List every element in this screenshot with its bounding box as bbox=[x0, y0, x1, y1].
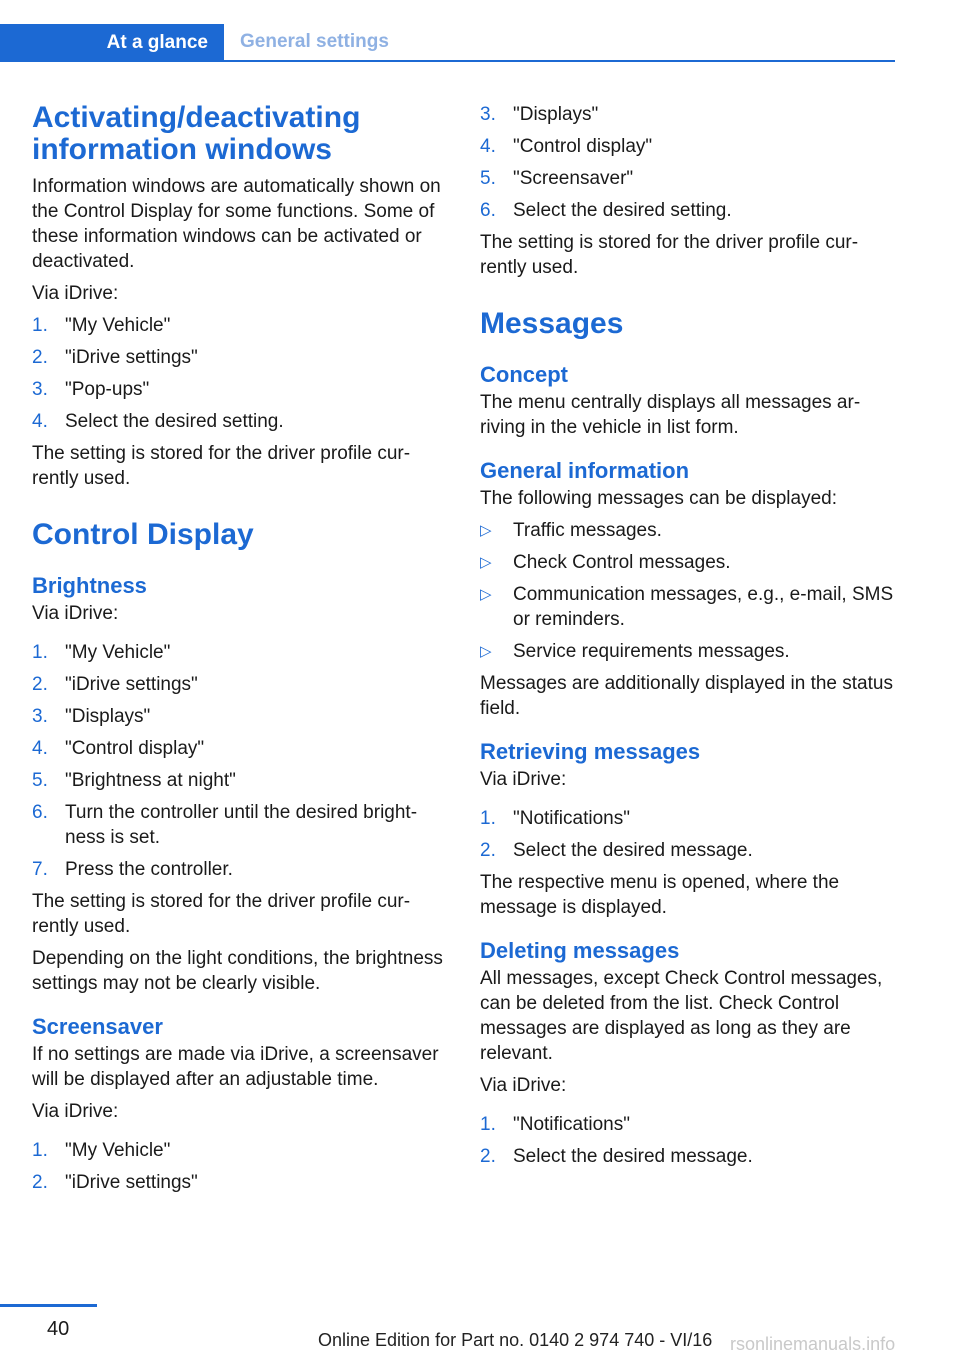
paragraph-status-field: Messages are additionally displayed in the status field. bbox=[480, 673, 893, 719]
step-text: "iDrive settings" bbox=[65, 1172, 198, 1193]
step-number: 4. bbox=[32, 411, 48, 432]
via-idrive-label: Via iDrive: bbox=[32, 283, 119, 304]
step-number: 2. bbox=[480, 1146, 496, 1167]
step-number: 5. bbox=[32, 770, 48, 791]
stored-note: The setting is stored for the driver profile currently used. bbox=[32, 891, 411, 937]
bullet-text: Service requirements messages. bbox=[513, 641, 790, 662]
list-item bbox=[32, 345, 446, 370]
bullet-text: Traffic messages. bbox=[513, 520, 662, 541]
page-number: 40 bbox=[47, 1318, 70, 1340]
step-number: 4. bbox=[32, 738, 48, 759]
heading-info-windows: Activating/deactivating information windows bbox=[32, 101, 361, 166]
step-number: 1. bbox=[32, 642, 48, 663]
list-item bbox=[480, 1112, 894, 1137]
edition-note: Online Edition for Part no. 0140 2 974 740 - VI/16 bbox=[318, 1330, 713, 1350]
list-item bbox=[32, 1138, 446, 1163]
step-text: "iDrive settings" bbox=[65, 347, 198, 368]
heading-retrieving-messages: Retrieving messages bbox=[480, 739, 701, 764]
header-rule bbox=[0, 60, 895, 62]
steps-list-deleting bbox=[480, 1112, 894, 1169]
step-text: Select the desired setting. bbox=[513, 200, 732, 221]
step-number: 1. bbox=[32, 315, 48, 336]
step-text: "Notifications" bbox=[513, 808, 630, 829]
list-item bbox=[480, 639, 894, 664]
list-item bbox=[480, 582, 894, 632]
list-item bbox=[480, 806, 894, 831]
paragraph-light-conditions: Depending on the light conditions, the brightness settings may not be clearly visible. bbox=[32, 948, 443, 994]
steps-list-retrieving bbox=[480, 806, 894, 863]
list-item bbox=[32, 704, 446, 729]
step-number: 1. bbox=[480, 1114, 496, 1135]
stored-note: The setting is stored for the driver profile currently used. bbox=[32, 443, 411, 489]
step-text: "Notifications" bbox=[513, 1114, 630, 1135]
list-item bbox=[32, 800, 446, 850]
list-item bbox=[480, 198, 894, 223]
step-number: 3. bbox=[32, 706, 48, 727]
step-text: "My Vehicle" bbox=[65, 315, 171, 336]
list-item bbox=[32, 672, 446, 697]
bullet-text: Communication messages, e.g., e-mail, SMS or reminders. bbox=[513, 584, 894, 630]
paragraph-general: The following messages can be displayed: bbox=[480, 488, 837, 509]
step-text: "Control display" bbox=[513, 136, 653, 157]
left-column bbox=[32, 102, 446, 1202]
step-text: "Brightness at night" bbox=[65, 770, 236, 791]
list-item bbox=[480, 1144, 894, 1169]
list-item bbox=[32, 1170, 446, 1195]
via-idrive-label: Via iDrive: bbox=[32, 603, 119, 624]
step-text: Press the controller. bbox=[65, 859, 233, 880]
list-item bbox=[32, 377, 446, 402]
list-item bbox=[32, 768, 446, 793]
heading-control-display: Control Display bbox=[32, 518, 254, 551]
step-number: 2. bbox=[480, 840, 496, 861]
heading-messages: Messages bbox=[480, 307, 624, 340]
heading-concept: Concept bbox=[480, 362, 568, 387]
list-item bbox=[480, 518, 894, 543]
heading-general-information: General information bbox=[480, 458, 690, 483]
paragraph-deleting: All messages, except Check Control messages, can be deleted from the list. Check Control messages are displayed as long as they are relevant. bbox=[480, 968, 883, 1064]
step-number: 3. bbox=[480, 104, 496, 125]
step-number: 7. bbox=[32, 859, 48, 880]
step-number: 1. bbox=[32, 1140, 48, 1161]
step-text: Select the desired message. bbox=[513, 840, 753, 861]
footer-rule bbox=[0, 1304, 97, 1307]
step-number: 1. bbox=[480, 808, 496, 829]
list-item bbox=[480, 134, 894, 159]
bullet-triangle-icon: ▷ bbox=[480, 643, 492, 660]
step-number: 2. bbox=[32, 347, 48, 368]
list-item bbox=[480, 102, 894, 127]
step-number: 2. bbox=[32, 674, 48, 695]
list-item bbox=[32, 640, 446, 665]
step-number: 6. bbox=[480, 200, 496, 221]
via-idrive-label: Via iDrive: bbox=[32, 1101, 119, 1122]
tab-general-settings[interactable]: General settings bbox=[240, 31, 389, 52]
step-text: Turn the controller until the desired brightness is set. bbox=[65, 802, 418, 848]
stored-note: The setting is stored for the driver profile currently used. bbox=[480, 232, 859, 278]
step-text: "iDrive settings" bbox=[65, 674, 198, 695]
tab-at-a-glance[interactable]: At a glance bbox=[0, 24, 224, 62]
bullet-triangle-icon: ▷ bbox=[480, 554, 492, 571]
heading-brightness: Brightness bbox=[32, 573, 147, 598]
paragraph-respective-menu: The respective menu is opened, where the message is displayed. bbox=[480, 872, 840, 918]
step-text: "Control display" bbox=[65, 738, 205, 759]
paragraph-info-windows: Information windows are automatically shown on the Control Display for some functions. Some of these information windows can be activated or deactivated. bbox=[32, 176, 441, 272]
messages-bullet-list bbox=[480, 518, 894, 664]
steps-list-info bbox=[32, 313, 446, 434]
list-item bbox=[32, 857, 446, 882]
list-item bbox=[480, 838, 894, 863]
step-number: 3. bbox=[32, 379, 48, 400]
step-text: "Pop-ups" bbox=[65, 379, 150, 400]
heading-deleting-messages: Deleting messages bbox=[480, 938, 680, 963]
bullet-text: Check Control messages. bbox=[513, 552, 731, 573]
paragraph-concept: The menu centrally displays all messages arriving in the vehicle in list form. bbox=[480, 392, 861, 438]
list-item bbox=[32, 409, 446, 434]
paragraph-screensaver: If no settings are made via iDrive, a screensaver will be displayed after an adjustable time. bbox=[32, 1044, 439, 1090]
via-idrive-label: Via iDrive: bbox=[480, 1075, 567, 1096]
steps-list-brightness bbox=[32, 640, 446, 882]
steps-list-screensaver bbox=[32, 1138, 446, 1195]
step-text: Select the desired setting. bbox=[65, 411, 284, 432]
bullet-triangle-icon: ▷ bbox=[480, 586, 492, 603]
step-number: 2. bbox=[32, 1172, 48, 1193]
step-text: Select the desired message. bbox=[513, 1146, 753, 1167]
heading-screensaver: Screensaver bbox=[32, 1014, 163, 1039]
step-text: "Displays" bbox=[65, 706, 151, 727]
steps-list-screensaver-continued bbox=[480, 102, 894, 223]
list-item bbox=[480, 166, 894, 191]
header-tabs bbox=[0, 24, 895, 62]
step-text: "My Vehicle" bbox=[65, 642, 171, 663]
list-item bbox=[480, 550, 894, 575]
step-number: 4. bbox=[480, 136, 496, 157]
step-number: 6. bbox=[32, 802, 48, 823]
watermark: rsonlinemanuals.info bbox=[730, 1334, 896, 1354]
step-number: 5. bbox=[480, 168, 496, 189]
step-text: "Displays" bbox=[513, 104, 599, 125]
list-item bbox=[32, 736, 446, 761]
step-text: "Screensaver" bbox=[513, 168, 634, 189]
right-column bbox=[480, 102, 894, 1176]
via-idrive-label: Via iDrive: bbox=[480, 769, 567, 790]
step-text: "My Vehicle" bbox=[65, 1140, 171, 1161]
bullet-triangle-icon: ▷ bbox=[480, 522, 492, 539]
list-item bbox=[32, 313, 446, 338]
